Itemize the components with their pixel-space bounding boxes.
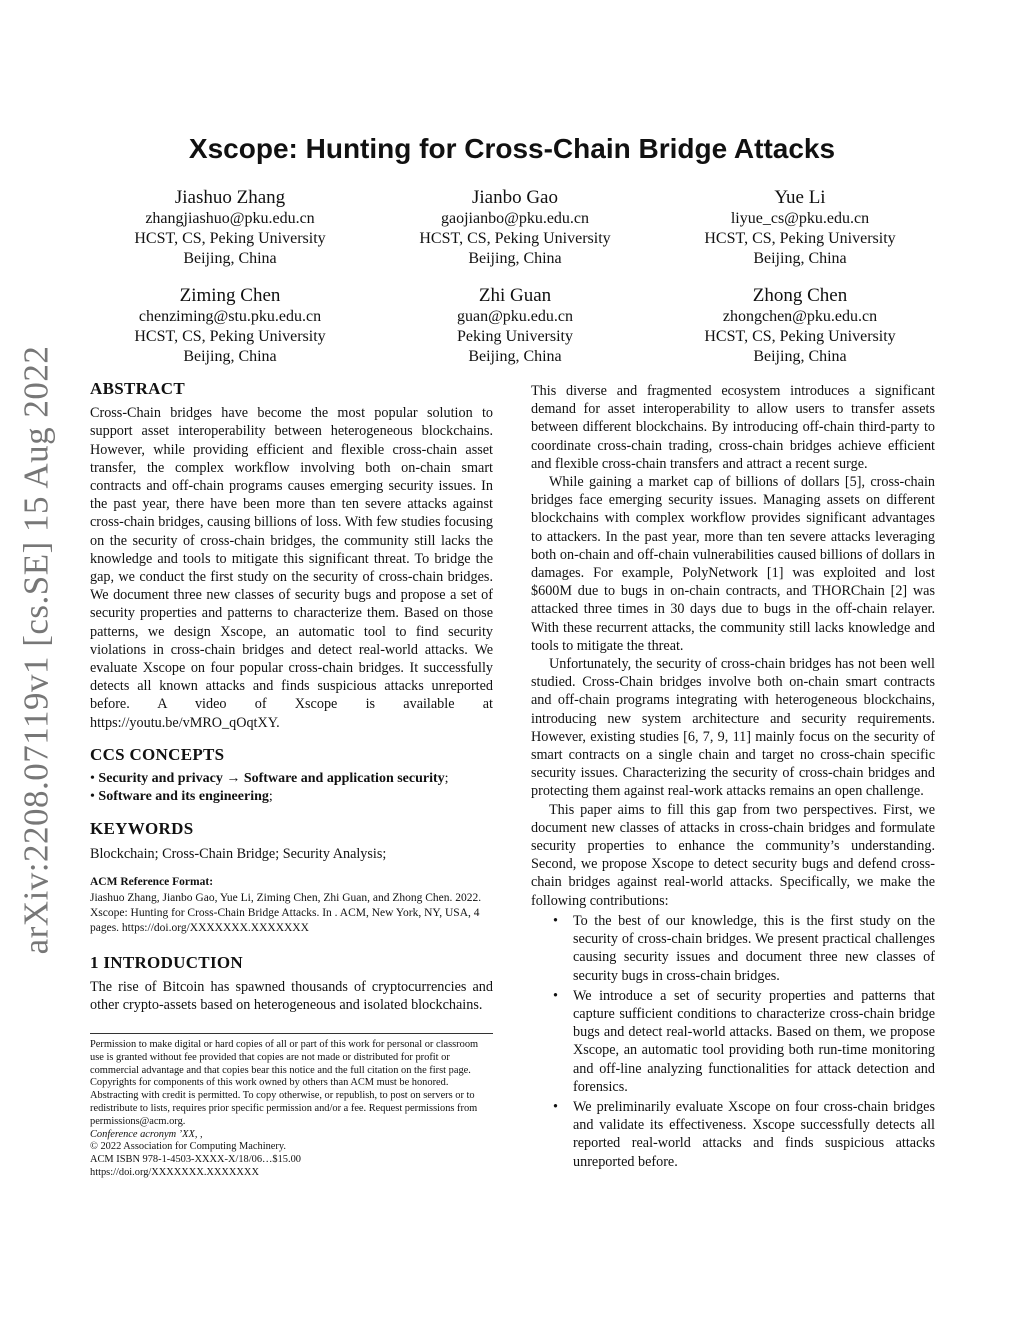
- author-name: Yue Li: [774, 187, 826, 208]
- left-column: [90, 380, 493, 1015]
- permission-notice: Permission to make digital or hard copies of all or part of this work for personal or classroom use is granted without fee provided that copies are not made or distributed for profit or commercial advantage and that copies bear this notice and the full citation on the first page. Copyrights for components of this work owned by others than ACM must be honored. Abstracting with credit is permitted. To copy otherwise, or republish, to post on servers or to redistribute to lists, requires prior specific permission and/or a fee. Request permissions from permissions@acm.org.: [90, 1039, 479, 1127]
- ccs-punct: ;: [444, 771, 449, 787]
- author-block: [90, 187, 370, 269]
- right-column: [531, 382, 935, 1173]
- ccs-line: [90, 770, 493, 788]
- author-location: Beijing, China: [183, 250, 277, 267]
- bullet-icon: •: [553, 987, 558, 1004]
- author-location: Beijing, China: [183, 348, 277, 365]
- author-email[interactable]: chenziming@stu.pku.edu.cn: [138, 308, 322, 325]
- contribution-text: We preliminarily evaluate Xscope on four cross-chain bridges and validate its effectiveness. Xscope successfully detects all reported real-world attacks and finds suspicious attacks unreported before.: [573, 1098, 935, 1170]
- author-block: [90, 285, 370, 367]
- copyright-line: © 2022 Association for Computing Machinery.: [90, 1141, 286, 1153]
- intro-paragraph: The rise of Bitcoin has spawned thousands of cryptocurrencies and other crypto-assets based on heterogeneous and isolated blockchains.: [90, 979, 493, 1014]
- author-location: Beijing, China: [468, 348, 562, 365]
- author-row: [90, 285, 940, 367]
- ccs-concept: Software and application security: [243, 771, 445, 787]
- intro-paragraph: Unfortunately, the security of cross-chain bridges has not been well studied. Cross-Chain bridges involve both on-chain smart contracts and off-chain programs integrating with heterogeneous blockchains, introducing new system architecture and security requirements. However, existing studies [6, 7, 9, 11] mainly focus on the security of smart contracts on a single chain and target no cross-chain specific security issues. Characterizing the security of cross-chain bridges and protecting them against real-work attacks remains an open challenge.: [531, 656, 935, 800]
- keywords-heading: KEYWORDS: [90, 819, 194, 839]
- author-email[interactable]: gaojianbo@pku.edu.cn: [440, 210, 590, 227]
- conference-acronym: Conference acronym ’XX, ,: [90, 1128, 203, 1140]
- copyright-footnote: [90, 1033, 493, 1180]
- bullet-icon: •: [90, 789, 95, 805]
- author-affiliation: HCST, CS, Peking University: [419, 230, 611, 247]
- author-location: Beijing, China: [753, 250, 847, 267]
- ccs-concept: Security and privacy: [98, 771, 223, 787]
- author-name: Ziming Chen: [179, 285, 281, 306]
- author-email[interactable]: zhongchen@pku.edu.cn: [722, 308, 878, 325]
- intro-paragraph: This paper aims to fill this gap from two perspectives. First, we document new classes of attacks in cross-chain bridges and formulate security properties to enhance the community’s understanding. Second, we propose Xscope to detect security bugs and defend cross-chain bridges against real-world attacks. Specifically, we make the following contributions:: [531, 801, 935, 909]
- arxiv-identifier-text: arXiv:2208.07119v1 [cs.SE] 15 Aug 2022: [16, 345, 55, 955]
- author-email[interactable]: guan@pku.edu.cn: [456, 308, 574, 325]
- author-affiliation: HCST, CS, Peking University: [704, 328, 896, 345]
- ccs-line: [90, 788, 493, 806]
- list-item: [553, 987, 935, 1096]
- bullet-icon: •: [553, 1098, 558, 1115]
- author-name: Jianbo Gao: [471, 187, 558, 208]
- author-name: Jiashuo Zhang: [174, 187, 286, 208]
- acm-reference-heading: ACM Reference Format:: [90, 875, 214, 888]
- contribution-text: We introduce a set of security properties and patterns that capture sufficient conditions to characterize cross-chain bridge bugs and detect real-world attacks. Based on them, we propose Xscope, an automatic tool providing both run-time monitoring and off-line analyzing functionalities for attack detection and forensics.: [573, 987, 935, 1095]
- doi-link[interactable]: https://doi.org/XXXXXXX.XXXXXXX: [90, 1166, 259, 1178]
- author-block: [375, 285, 655, 367]
- keywords-text: Blockchain; Cross-Chain Bridge; Security Analysis;: [90, 845, 387, 862]
- author-affiliation: Peking University: [457, 328, 573, 345]
- author-name: Zhi Guan: [478, 285, 552, 306]
- arrow-right-icon: →: [226, 771, 241, 787]
- ccs-punct: ;: [268, 789, 273, 805]
- author-block: [660, 187, 940, 269]
- acm-reference-text: Jiashuo Zhang, Jianbo Gao, Yue Li, Ziming Chen, Zhi Guan, and Zhong Chen. 2022. Xscope: Hunting for Cross-Chain Bridge Attacks. In . ACM, New York, NY, USA, 4 pages. https://doi.org/XXXXXXX.XXXXXXX: [90, 892, 482, 935]
- introduction-heading: 1 INTRODUCTION: [90, 953, 243, 973]
- bullet-icon: •: [90, 771, 95, 787]
- intro-paragraph: While gaining a market cap of billions of dollars [5], cross-chain bridges face emerging security issues. Managing assets on different blockchains with complex workflow provides significant advantages to attackers. In the past year, more than ten severe attacks leveraging both on-chain and off-chain vulnerabilities caused billions of dollars in damages. For example, PolyNetwork [1] was exploited and lost $600M due to bugs in on-chain contracts, and THORChain [2] was attacked three times in 30 days due to bugs in the off-chain relayer. With these recurrent attacks, the community still lacks knowledge and tools to mitigate the threat.: [531, 474, 935, 654]
- isbn-line: ACM ISBN 978-1-4503-XXXX-X/18/06…$15.00: [90, 1154, 301, 1166]
- author-email[interactable]: zhangjiashuo@pku.edu.cn: [145, 210, 315, 227]
- author-location: Beijing, China: [468, 250, 562, 267]
- list-item: [553, 1098, 935, 1171]
- intro-paragraph: This diverse and fragmented ecosystem introduces a significant demand for asset interoperability to allow users to transfer assets between different blockchains. By introducing off-chain third-party to coordinate cross-chain trading, cross-chain bridges achieve efficient and flexible cross-chain transfers and attract a recent surge.: [531, 383, 935, 472]
- author-location: Beijing, China: [753, 348, 847, 365]
- author-affiliation: HCST, CS, Peking University: [134, 328, 326, 345]
- author-row: [90, 187, 940, 269]
- abstract-text: Cross-Chain bridges have become the most popular solution to support asset interoperability between heterogeneous blockchains. However, while providing efficient and flexible cross-chain asset transfer, the complex workflow involving both on-chain smart contracts and off-chain programs causes emerging security issues. In the past year, there have been more than ten severe attacks against cross-chain bridges, causing billions of loss. With few studies focusing on the security of cross-chain bridges, the community still lacks the knowledge and tools to mitigate this significant threat. To bridge the gap, we conduct the first study on the security of cross-chain bridges. We document three new classes of security bugs and propose a set of security properties and patterns to characterize them. Based on those patterns, we design Xscope, an automatic tool to find security violations in cross-chain bridges and detect real-world attacks. We evaluate Xscope on four popular cross-chain bridges. It successfully detects all known attacks and finds suspicious attacks unreported before. A video of Xscope is available at https://youtu.be/vMRO_qOqtXY.: [90, 405, 493, 731]
- author-block: [375, 187, 655, 269]
- contributions-list: [531, 912, 935, 1171]
- list-item: [553, 912, 935, 985]
- author-block: [660, 285, 940, 367]
- author-affiliation: HCST, CS, Peking University: [704, 230, 896, 247]
- ccs-concept: Software and its engineering: [98, 789, 269, 805]
- author-email[interactable]: liyue_cs@pku.edu.cn: [730, 210, 870, 227]
- author-name: Zhong Chen: [752, 285, 848, 306]
- abstract-heading: ABSTRACT: [90, 379, 185, 398]
- arxiv-identifier: [6, 345, 66, 955]
- bullet-icon: •: [553, 912, 558, 929]
- contribution-text: To the best of our knowledge, this is the first study on the security of cross-chain bridges. We present practical challenges causing security issues and document three new classes of security bugs in cross-chain bridges.: [573, 912, 935, 984]
- ccs-heading: CCS CONCEPTS: [90, 744, 225, 764]
- paper-title: Xscope: Hunting for Cross-Chain Bridge Attacks: [188, 133, 836, 164]
- author-affiliation: HCST, CS, Peking University: [134, 230, 326, 247]
